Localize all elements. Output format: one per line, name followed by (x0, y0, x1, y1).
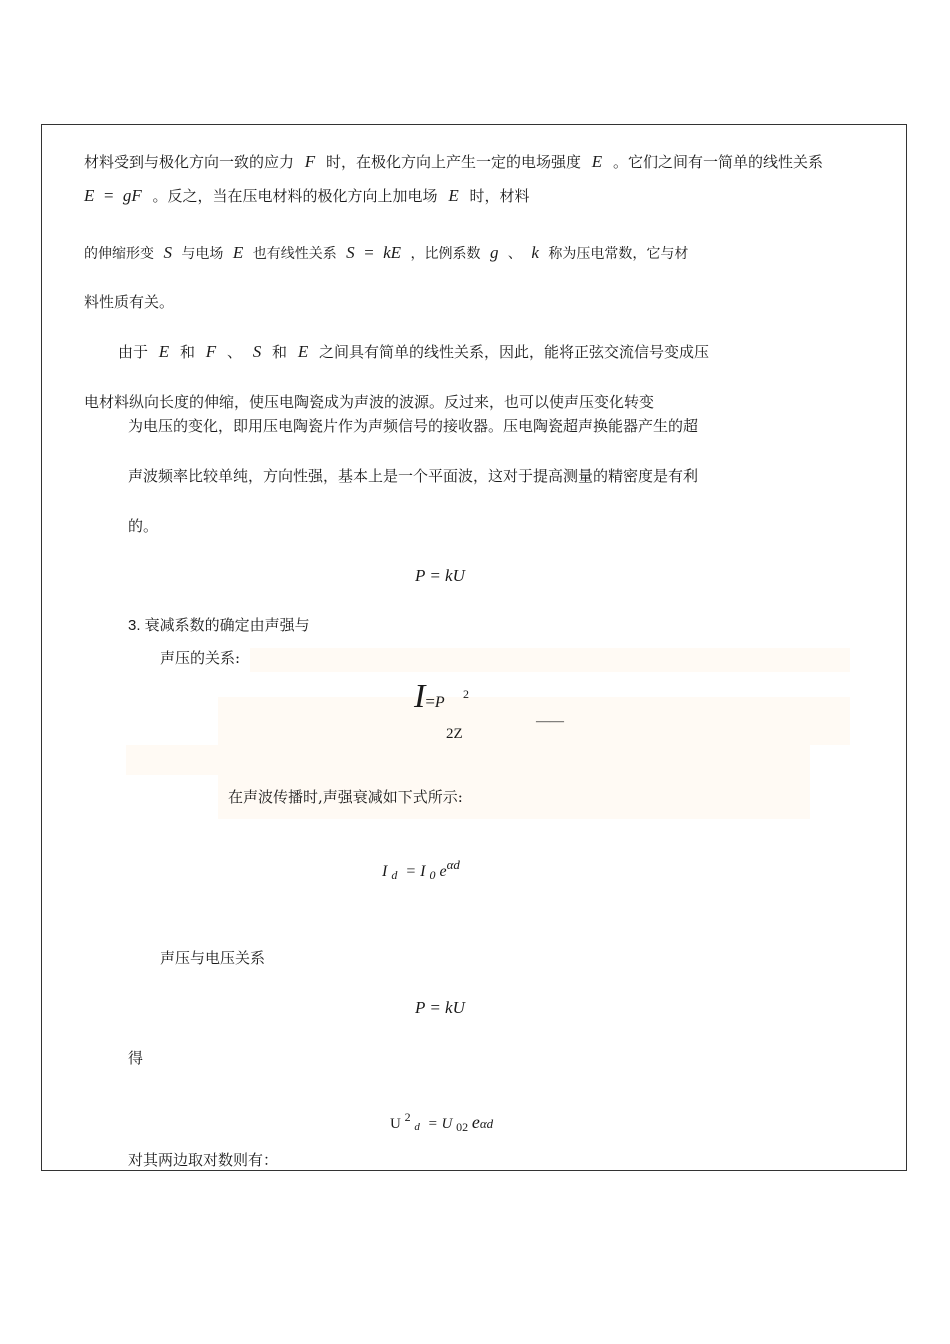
math-operator: = (425, 692, 435, 711)
text: 、 (226, 343, 242, 361)
equation-intensity (414, 678, 445, 722)
math-exponent: 2 (463, 687, 469, 701)
paragraph-line (84, 186, 530, 206)
paragraph-line: 料性质有关。 (84, 293, 175, 311)
final-line: 对其两边取对数则有： (128, 1151, 279, 1169)
math-exponent: 2 (404, 1110, 411, 1124)
math-var: U (390, 1116, 401, 1132)
math-var: k (531, 243, 539, 262)
text: 时，材料 (469, 187, 530, 205)
math-subscript: 02 (456, 1120, 469, 1134)
section-heading: 3. 衰减系数的确定由声强与 (128, 617, 310, 634)
text: 也有线性关系 (252, 246, 337, 262)
paragraph-line: 的。 (128, 517, 159, 535)
math-exponent: αd (446, 857, 460, 872)
paragraph-line: 电材料纵向长度的伸缩，使压电陶瓷成为声波的波源。反过来，也可以使声压变化转变 (84, 393, 655, 411)
equation-p-ku-2: P = kU (415, 998, 465, 1017)
decay-label: 在声波传播时,声强衰减如下式所示: (228, 788, 463, 806)
math-var: S (163, 243, 172, 262)
fraction-dash: —— (536, 714, 564, 729)
equation-decay (382, 857, 460, 882)
math-subscript: 0 (429, 868, 436, 882)
paragraph-line: 为电压的变化，即用压电陶瓷片作为声频信号的接收器。压电陶瓷超声换能器产生的超 (128, 417, 699, 435)
text: 材料受到与极化方向一致的应力 (84, 153, 295, 171)
math-subscript: d (391, 868, 398, 882)
text: 和 (272, 343, 288, 361)
text: 。反之，当在压电材料的极化方向上加电场 (152, 187, 438, 205)
math-var: E (448, 186, 459, 205)
text: 。它们之间有一简单的线性关系 (612, 153, 823, 171)
math-operator: = U (427, 1116, 453, 1132)
math-var: I (382, 863, 388, 880)
math-var: I (414, 678, 426, 715)
text: 、 (507, 246, 522, 262)
math-var: e (439, 863, 447, 880)
relation-label: 声压的关系: (160, 649, 241, 667)
de-label: 得 (128, 1049, 144, 1067)
text: 时，在极化方向上产生一定的电场强度 (325, 153, 581, 171)
text: 之间具有简单的线性关系，因此，能将正弦交流信号变成压 (318, 343, 709, 361)
math-var: F (205, 342, 217, 361)
equation-p-ku: P = kU (415, 566, 465, 585)
math-var: E (232, 243, 244, 262)
math-var: S (252, 342, 262, 361)
shade-block (250, 648, 850, 672)
equation-voltage (390, 1112, 493, 1135)
math-denominator: 2Z (446, 726, 463, 742)
math-subscript: d (414, 1121, 420, 1133)
paragraph-line (84, 243, 688, 264)
text: 和 (179, 343, 195, 361)
shade-block (218, 697, 850, 745)
math-equation: E = gF (84, 186, 142, 205)
text: 称为压电常数，它与材 (548, 246, 689, 262)
paragraph-line (84, 152, 823, 172)
math-exponent: αd (479, 1116, 494, 1131)
paragraph-line (118, 342, 709, 362)
pv-label: 声压与电压关系 (160, 949, 266, 967)
shade-block (126, 745, 810, 775)
math-var: E (158, 342, 170, 361)
math-var: E (591, 152, 603, 171)
math-var: P (434, 694, 445, 711)
math-var: e (471, 1112, 480, 1132)
math-equation: S = kE (346, 243, 402, 262)
text: 的伸缩形变 (84, 246, 154, 262)
text: ，比例系数 (410, 246, 481, 262)
math-var: E (297, 342, 309, 361)
paragraph-line: 声波频率比较单纯，方向性强，基本上是一个平面波，这对于提高测量的精密度是有利 (128, 467, 699, 485)
text: 与电场 (181, 246, 224, 262)
text: 由于 (118, 343, 149, 361)
math-var: F (304, 152, 316, 171)
math-operator: = I (405, 863, 426, 880)
math-var: g (489, 243, 499, 262)
